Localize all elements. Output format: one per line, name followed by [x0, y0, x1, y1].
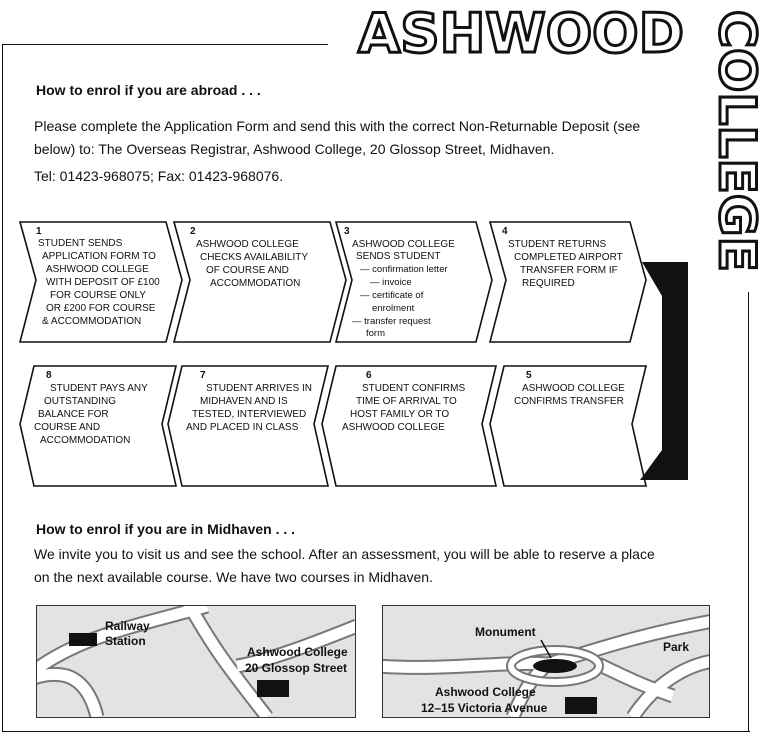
step-2-number: 2: [190, 226, 196, 237]
enrolment-flow-diagram: [16, 218, 756, 496]
monument-marker: [533, 659, 577, 673]
step-6-number: 6: [366, 370, 372, 381]
step-8-line-3: balance for: [38, 409, 109, 420]
step-2-line-2: checks availability: [200, 252, 309, 263]
step-5-line-1: Ashwood College: [522, 383, 625, 394]
step-1-line-1: Student sends: [38, 238, 123, 249]
step-1-line-3: Ashwood College: [46, 264, 149, 275]
step-4-line-1: Student returns: [508, 239, 607, 250]
frame-top-line: [2, 44, 328, 45]
brand-logo-ashwood: [356, 0, 688, 62]
step-1-line-5: for course only: [50, 290, 146, 301]
step-6-line-3: host family or to: [350, 409, 450, 420]
step-3-line-1: Ashwood College: [352, 239, 455, 250]
step-8-line-5: accommodation: [40, 435, 131, 446]
abroad-heading: How to enrol if you are abroad . . .: [36, 82, 261, 98]
midhaven-line-1: We invite you to visit us and see the school. After an assessment, you will be able to reserve a place: [34, 546, 655, 562]
abroad-line-1: Please complete the Application Form and send this with the correct Non-Returnable Deposit (see: [34, 118, 641, 134]
college-label-map2-line-2: 12–15 Victoria Avenue: [421, 701, 548, 715]
park-label: Park: [663, 640, 690, 654]
midhaven-heading: How to enrol if you are in Midhaven . . .: [36, 521, 296, 537]
step-3-line-5: — certificate of: [360, 290, 424, 301]
step-6-line-2: time of arrival to: [356, 396, 457, 407]
step-8-line-1: Student pays any: [50, 383, 148, 394]
step-8-line-4: course and: [34, 422, 101, 433]
step-4-number: 4: [502, 226, 508, 237]
step-1-line-6: or £200 for course: [46, 303, 156, 314]
monument-label: Monument: [475, 625, 536, 639]
step-1-line-2: application form to: [42, 251, 156, 262]
step-1-line-7: & accommodation: [42, 316, 142, 327]
step-7-line-3: tested, interviewed: [192, 409, 307, 420]
abroad-line-2: below) to: The Overseas Registrar, Ashwood College, 20 Glossop Street, Midhaven.: [34, 141, 555, 157]
step-2-line-4: accommodation: [210, 278, 301, 289]
step-7-line-4: and placed in class: [186, 422, 299, 433]
step-3-line-7: — transfer request: [352, 316, 431, 327]
step-2-line-3: of course and: [206, 265, 289, 276]
step-3-line-2: sends student: [356, 251, 441, 262]
college-label-map2-line-1: Ashwood College: [435, 685, 536, 699]
step-8-line-2: outstanding: [44, 396, 117, 407]
step-3-line-4: — invoice: [370, 277, 412, 288]
step-3-line-3: — confirmation letter: [360, 264, 448, 275]
step-4-line-2: completed airport: [514, 252, 623, 263]
railway-label-line-1: Railway: [105, 619, 150, 633]
brand-word-ashwood: ASHWOOD: [358, 2, 684, 62]
brand-word-college: COLLEGE: [708, 10, 766, 263]
step-6-line-4: Ashwood College: [342, 422, 445, 433]
college-label-map1-line-1: Ashwood College: [247, 645, 348, 659]
frame-bottom-line: [2, 731, 750, 732]
railway-label-line-2: Station: [105, 634, 146, 648]
college-label-map1-line-2: 20 Glossop Street: [245, 661, 348, 675]
step-7-number: 7: [200, 370, 206, 381]
midhaven-line-2: on the next available course. We have two courses in Midhaven.: [34, 569, 433, 585]
step-5-line-2: confirms transfer: [514, 396, 624, 407]
step-1-number: 1: [36, 226, 42, 237]
step-7-line-2: Midhaven and is: [200, 396, 288, 407]
map-victoria-avenue: [382, 605, 710, 718]
step-2-line-1: Ashwood College: [196, 239, 299, 250]
railway-station-marker: [69, 633, 97, 646]
ashwood-college-marker-1: [257, 680, 289, 697]
step-5-number: 5: [526, 370, 532, 381]
flow-connector: [640, 262, 688, 480]
step-1-line-4: with deposit of £100: [46, 277, 160, 288]
abroad-contact: Tel: 01423-968075; Fax: 01423-968076.: [34, 168, 284, 184]
step-4-line-4: required: [522, 278, 575, 289]
step-4-line-3: transfer form if: [520, 265, 618, 276]
frame-left-line: [2, 44, 3, 732]
step-3-number: 3: [344, 226, 350, 237]
step-8-number: 8: [46, 370, 52, 381]
step-3-line-6: enrolment: [372, 303, 415, 314]
ashwood-college-marker-2: [565, 697, 597, 714]
step-7-line-1: Student arrives in: [206, 383, 312, 394]
step-3-line-8: form: [366, 328, 385, 339]
map-glossop-street: [36, 605, 356, 718]
step-6-line-1: Student confirms: [362, 383, 466, 394]
